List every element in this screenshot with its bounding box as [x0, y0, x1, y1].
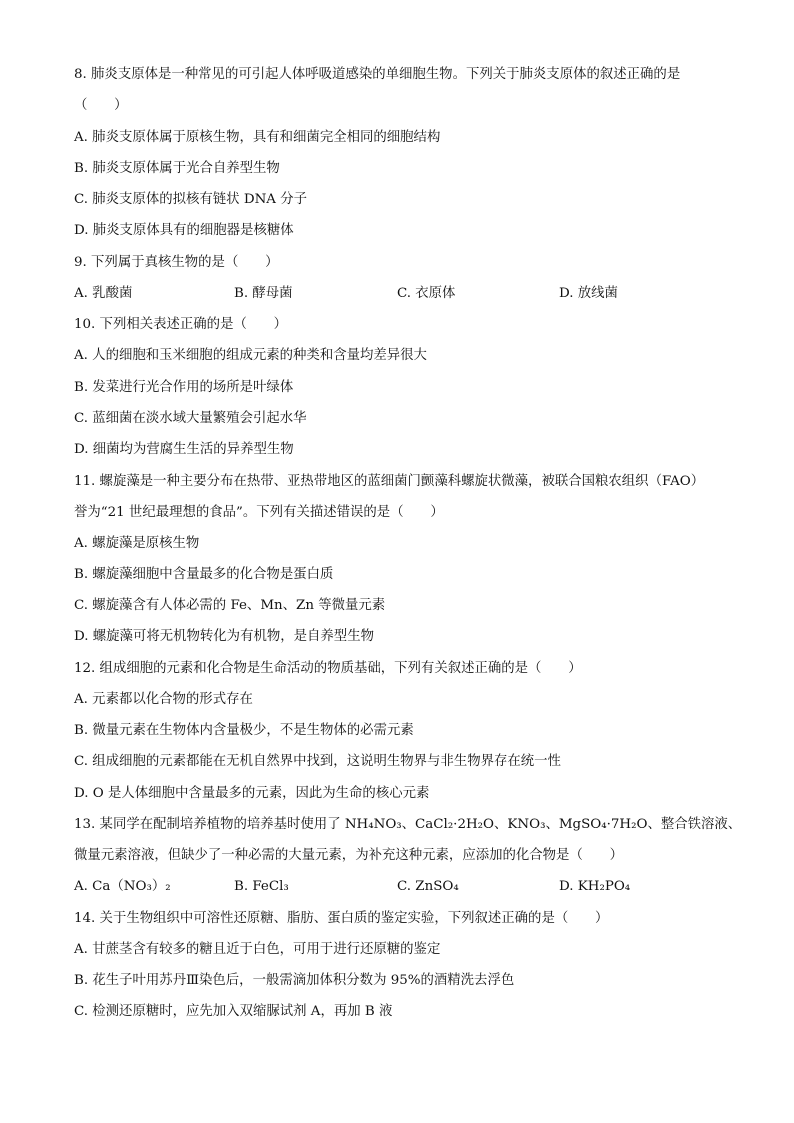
question-11-option-b: B. 螺旋藻细胞中含量最多的化合物是蛋白质: [74, 567, 334, 582]
question-9-options: [74, 285, 754, 303]
question-12-option-b: B. 微量元素在生物体内含量极少，不是生物体的必需元素: [74, 723, 414, 738]
question-10-option-b: B. 发菜进行光合作用的场所是叶绿体: [74, 380, 294, 395]
question-9-option-a: A. 乳酸菌: [74, 286, 133, 301]
question-9-stem: 9. 下列属于真核生物的是（ ）: [74, 255, 279, 270]
question-13-stem-line1: [74, 816, 754, 834]
question-13-stem-prefix: 13. 某同学在配制培养植物的培养基时使用了: [74, 817, 345, 832]
question-10-stem: 10. 下列相关表述正确的是（ ）: [74, 317, 288, 332]
question-12-option-d: D. O 是人体细胞中含量最多的元素，因此为生命的核心元素: [74, 786, 430, 801]
question-8-option-c: C. 肺炎支原体的拟核有链状 DNA 分子: [74, 192, 307, 207]
question-8-stem: 8. 肺炎支原体是一种常见的可引起人体呼吸道感染的单细胞生物。下列关于肺炎支原体的叙述正确的是: [74, 67, 681, 82]
question-13-option-a: A. Ca（NO₃）₂: [74, 879, 171, 894]
question-11-option-a: A. 螺旋藻是原核生物: [74, 536, 200, 551]
question-11-option-d: D. 螺旋藻可将无机物转化为有机物，是自养型生物: [74, 629, 374, 644]
question-10-option-d: D. 细菌均为营腐生生活的异养型生物: [74, 442, 294, 457]
question-13-option-d: D. KH₂PO₄: [559, 879, 631, 894]
question-13-stem-line2: 微量元素溶液，但缺少了一种必需的大量元素，为补充这种元素，应添加的化合物是（ ）: [74, 848, 624, 863]
question-14-option-a: A. 甘蔗茎含有较多的糖且近于白色，可用于进行还原糖的鉴定: [74, 942, 441, 957]
question-13-option-b: B. FeCl₃: [234, 879, 289, 894]
question-12-option-a: A. 元素都以化合物的形式存在: [74, 692, 253, 707]
question-9-option-d: D. 放线菌: [559, 286, 618, 301]
question-14-option-b: B. 花生子叶用苏丹Ⅲ染色后，一般需滴加体积分数为 95%的酒精洗去浮色: [74, 973, 515, 988]
question-13-options: [74, 878, 754, 896]
question-11-option-c: C. 螺旋藻含有人体必需的 Fe、Mn、Zn 等微量元素: [74, 598, 386, 613]
question-12-option-c: C. 组成细胞的元素都能在无机自然界中找到，这说明生物界与非生物界存在统一性: [74, 754, 561, 769]
question-8-bracket: （ ）: [74, 98, 128, 113]
question-9-option-c: C. 衣原体: [397, 286, 456, 301]
question-13-option-c: C. ZnSO₄: [397, 879, 459, 894]
question-8-option-b: B. 肺炎支原体属于光合自养型生物: [74, 161, 280, 176]
question-8-option-d: D. 肺炎支原体具有的细胞器是核糖体: [74, 223, 294, 238]
question-10-option-c: C. 蓝细菌在淡水域大量繁殖会引起水华: [74, 411, 307, 426]
question-12-stem: 12. 组成细胞的元素和化合物是生命活动的物质基础，下列有关叙述正确的是（ ）: [74, 661, 582, 676]
question-10-option-a: A. 人的细胞和玉米细胞的组成元素的种类和含量均差异很大: [74, 348, 427, 363]
question-9-option-b: B. 酵母菌: [234, 286, 293, 301]
question-11-stem-line1: 11. 螺旋藻是一种主要分布在热带、亚热带地区的蓝细菌门颤藻科螺旋状微藻，被联合国粮农组织（FAO）: [74, 474, 705, 489]
question-8-option-a: A. 肺炎支原体属于原核生物，具有和细菌完全相同的细胞结构: [74, 130, 441, 145]
question-13-stem-rest: 、整合铁溶液、: [647, 817, 742, 832]
question-11-stem-line2: 誉为“21 世纪最理想的食品”。下列有关描述错误的是（ ）: [74, 505, 444, 520]
question-14-option-c: C. 检测还原糖时，应先加入双缩脲试剂 A，再加 B 液: [74, 1004, 393, 1019]
question-14-stem: 14. 关于生物组织中可溶性还原糖、脂肪、蛋白质的鉴定实验，下列叙述正确的是（ ）: [74, 911, 609, 926]
question-13-formulas: NH₄NO₃、CaCl₂·2H₂O、KNO₃、MgSO₄·7H₂O: [344, 817, 648, 832]
